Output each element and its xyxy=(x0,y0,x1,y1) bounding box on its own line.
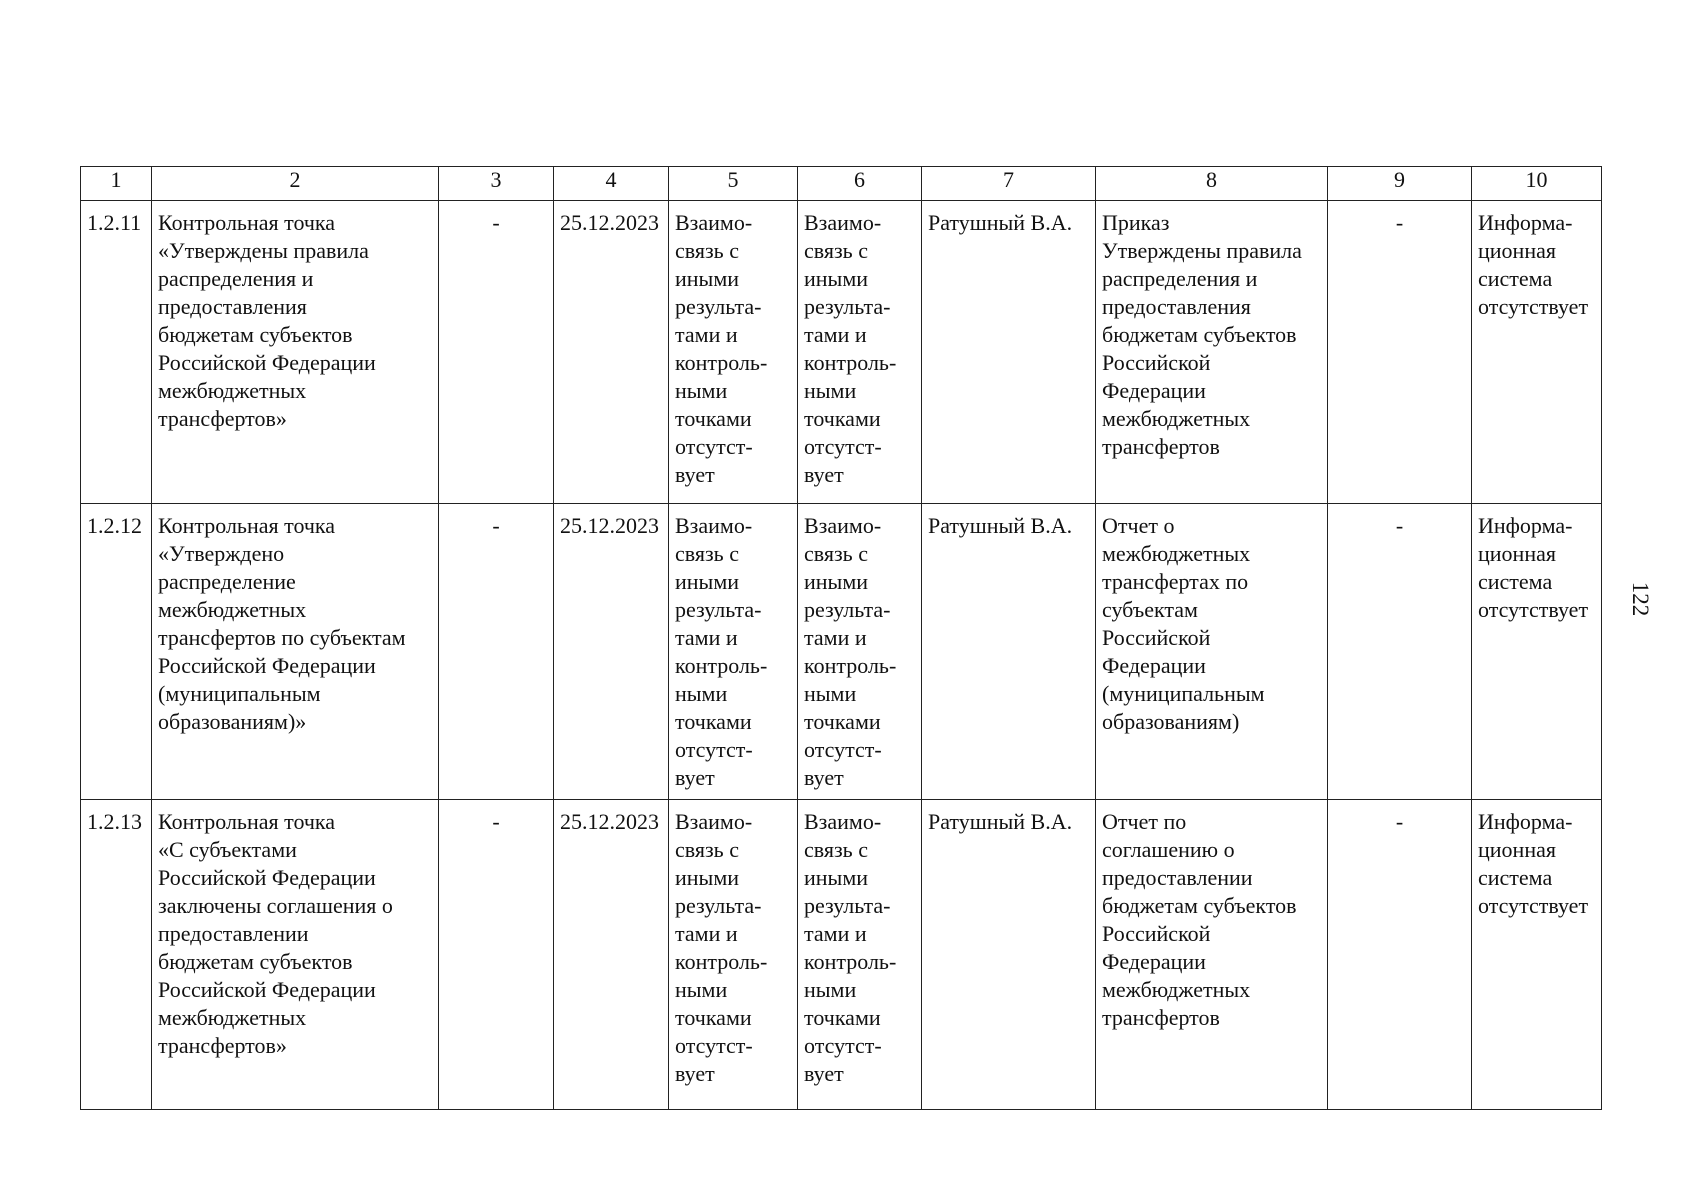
responsible-person: Ратушный В.А. xyxy=(922,201,1096,504)
header-cell-8: 8 xyxy=(1096,167,1328,201)
due-date: 25.12.2023 xyxy=(554,800,669,1110)
control-point-name: Контрольная точка «Утверждены правила распределения и предоставления бюджетам субъектов Российской Федерации межбюджетных трансфертов» xyxy=(152,201,439,504)
header-cell-7: 7 xyxy=(922,167,1096,201)
due-date: 25.12.2023 xyxy=(554,201,669,504)
control-point-name: Контрольная точка «Утверждено распределение межбюджетных трансфертов по субъектам Российской Федерации (муниципальным образованиям)» xyxy=(152,504,439,800)
header-cell-2: 2 xyxy=(152,167,439,201)
confirming-document: Приказ Утверждены правила распределения и предоставления бюджетам субъектов Российской Федерации межбюджетных трансфертов xyxy=(1096,201,1328,504)
control-point-name: Контрольная точка «С субъектами Российской Федерации заключены соглашения о предоставлении бюджетам субъектов Российской Федерации межбюджетных трансфертов» xyxy=(152,800,439,1110)
header-cell-3: 3 xyxy=(439,167,554,201)
header-cell-9: 9 xyxy=(1328,167,1472,201)
table-row xyxy=(81,201,1602,504)
responsible-person: Ратушный В.А. xyxy=(922,800,1096,1110)
cell-col3: - xyxy=(439,201,554,504)
relation-cell-5: Взаимо- связь с иными результа- тами и контроль- ными точками отсутст- вует xyxy=(669,504,798,800)
relation-cell-5: Взаимо- связь с иными результа- тами и контроль- ными точками отсутст- вует xyxy=(669,800,798,1110)
relation-cell-6: Взаимо- связь с иными результа- тами и контроль- ными точками отсутст- вует xyxy=(798,201,922,504)
control-points-table xyxy=(80,166,1602,1110)
header-cell-1: 1 xyxy=(81,167,152,201)
header-cell-6: 6 xyxy=(798,167,922,201)
header-cell-10: 10 xyxy=(1472,167,1602,201)
header-cell-4: 4 xyxy=(554,167,669,201)
page-number: 122 xyxy=(1628,581,1653,617)
relation-cell-6: Взаимо- связь с иными результа- тами и контроль- ными точками отсутст- вует xyxy=(798,504,922,800)
information-system: Информа- ционная система отсутствует xyxy=(1472,504,1602,800)
row-number: 1.2.11 xyxy=(81,201,152,504)
information-system: Информа- ционная система отсутствует xyxy=(1472,201,1602,504)
cell-col9: - xyxy=(1328,201,1472,504)
table-row xyxy=(81,504,1602,800)
due-date: 25.12.2023 xyxy=(554,504,669,800)
cell-col3: - xyxy=(439,504,554,800)
row-number: 1.2.12 xyxy=(81,504,152,800)
relation-cell-6: Взаимо- связь с иными результа- тами и контроль- ными точками отсутст- вует xyxy=(798,800,922,1110)
responsible-person: Ратушный В.А. xyxy=(922,504,1096,800)
table-row xyxy=(81,800,1602,1110)
header-row xyxy=(81,167,1602,201)
row-number: 1.2.13 xyxy=(81,800,152,1110)
cell-col9: - xyxy=(1328,800,1472,1110)
cell-col3: - xyxy=(439,800,554,1110)
confirming-document: Отчет по соглашению о предоставлении бюджетам субъектов Российской Федерации межбюджетных трансфертов xyxy=(1096,800,1328,1110)
information-system: Информа- ционная система отсутствует xyxy=(1472,800,1602,1110)
relation-cell-5: Взаимо- связь с иными результа- тами и контроль- ными точками отсутст- вует xyxy=(669,201,798,504)
confirming-document: Отчет о межбюджетных трансфертах по субъектам Российской Федерации (муниципальным образованиям) xyxy=(1096,504,1328,800)
cell-col9: - xyxy=(1328,504,1472,800)
header-cell-5: 5 xyxy=(669,167,798,201)
